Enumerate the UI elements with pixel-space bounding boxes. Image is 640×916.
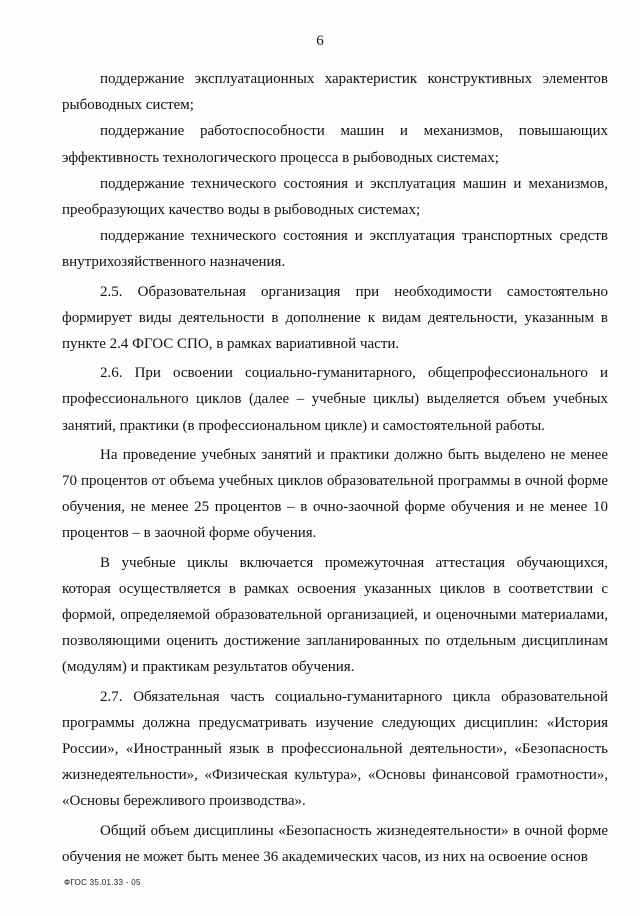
paragraph-1: поддержание эксплуатационных характеристик конструктивных элементов рыбоводных систем; (62, 71, 608, 114)
paragraph-life-safety-volume: Общий объем дисциплины «Безопасность жизнедеятельности» в очной форме обучения не может быть менее 36 академических часов, из них на освоение основ (62, 822, 608, 865)
paragraph-3: поддержание технического состояния и эксплуатация машин и механизмов, преобразующих качество воды в рыбоводных системах; (62, 175, 608, 219)
paragraph-4: поддержание технического состояния и эксплуатация транспортных средств внутрихозяйственного назначения. (62, 228, 608, 271)
footer-standard-code: ФГОС 35.01.33 - 05 (64, 878, 141, 887)
paragraph-clause-2-7: 2.7. Обязательная часть социально-гуманитарного цикла образовательной программы должна предусматривать изучение следующих дисциплин: «История России», «Иностранный язык в профессиональной деятельности», «Безопасность жизнедеятельности», «Физическая культура», «Основы финансовой грамотности», «Основы бережливого производства». (62, 688, 608, 810)
body-text (62, 66, 608, 870)
paragraph-clause-2-5: 2.5. Образовательная организация при необходимости самостоятельно формирует виды деятельности в дополнение к видам деятельности, указанным в пункте 2.4 ФГОС СПО, в рамках вариативной части. (62, 283, 608, 353)
paragraph-intermediate-attestation: В учебные циклы включается промежуточная аттестация обучающихся, которая осуществляется в рамках освоения указанных циклов в соответствии с формой, определяемой образовательной организацией, и оценочными материалами, позволяющими оценить достижение запланированных по отдельным дисциплинам (модулям) и практикам результатов обучения. (62, 554, 608, 676)
paragraph-volume-70-percent: На проведение учебных занятий и практики должно быть выделено не менее 70 процентов от объема учебных циклов образовательной программы в очной форме обучения, не менее 25 процентов – в очно-заочной форме обучения и не менее 10 процентов – в заочной форме обучения. (62, 446, 608, 542)
paragraph-2: поддержание работоспособности машин и механизмов, повышающих эффективность технологического процесса в рыбоводных системах; (62, 123, 608, 166)
paragraph-clause-2-6: 2.6. При освоении социально-гуманитарного, общепрофессионального и профессионального циклов (далее – учебные циклы) выделяется объем учебных занятий, практики (в профессиональном цикле) и самостоятельной работы. (62, 365, 608, 434)
page-number: 6 (316, 33, 324, 49)
